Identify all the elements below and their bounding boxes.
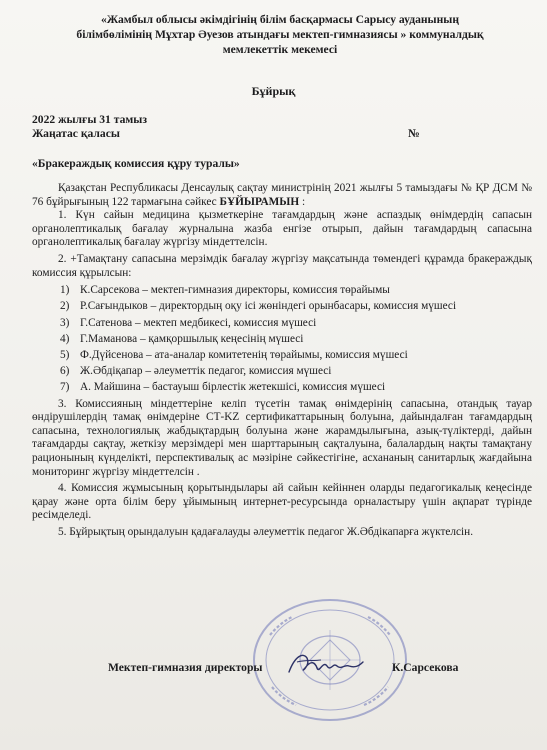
list-item-number: 2) xyxy=(60,300,70,313)
list-item-text: А. Майшина – бастауыш бірлестік жетекшісі, комиссия мүшесі xyxy=(80,381,386,394)
paragraph-4: 4. Комиссия жұмысының қорытындылары ай сайын кейіннен оларды педагогикалық кеңесінде қарау және орта білім беру ұйымының интернет-ресурсында орналастыру үшін ақпарат түрінде ресімделеді. xyxy=(32,482,532,522)
list-item xyxy=(60,331,532,347)
list-item xyxy=(60,347,532,363)
intro-colon: : xyxy=(299,195,306,208)
intro-text: Қазақстан Республикасы Денсаулық сақтау министрінің 2021 жылғы 5 тамыздағы № ҚР ДСМ № 76 бұйрығының 122 тармағына сәйкес xyxy=(32,182,532,208)
signer-name: К.Сарсекова xyxy=(392,661,459,674)
list-item xyxy=(60,298,532,314)
document-body xyxy=(32,182,532,540)
org-line-2: білімбөлімінің Мұхтар Әуезов атындағы мектеп-гимназиясы » коммуналдық xyxy=(76,28,484,41)
document-subject: «Бракераждық комиссия құру туралы» xyxy=(32,157,240,170)
org-line-1: «Жамбыл облысы әкімдігінің білім басқармасы Сарысу ауданының xyxy=(100,13,460,26)
document-date: 2022 жылғы 31 тамыз xyxy=(32,113,147,126)
paragraph-2: 2. +Тамақтану сапасына мерзімдік бағалау жүргізу мақсатында төмендегі құрамда бракераждық комиссия құрылсын: xyxy=(32,252,532,279)
document-city: Жаңатас қаласы xyxy=(32,127,120,140)
document-number: № xyxy=(408,127,420,140)
paragraph-3: 3. Комиссияның міндеттеріне келіп түсетін тамақ өнімдерінің сапасына, отандық тауар өндірушілердің тамақ өнімдеріне СТ-KZ сертификаттарының болуына, дайындалған тағамдардың сапасына, технологиялық жабдықтардың болуына және жарамдылығына, азық-түліктерді, дайын тағамдарды сақтау, жеткізу мерзімдері мен шарттарының сақталуына, балалардың нақты тамақтану рационының күнделікті, перспективалық ас мәзіріне сәйкестігіне, асхананың санитарлық жағдайына мониторинг жүргізу міндеттелсін . xyxy=(32,397,532,478)
list-item-text: Г.Сатенова – мектеп медбикесі, комиссия мүшесі xyxy=(80,316,317,329)
list-item-text: Г.Маманова – қамқоршылық кеңесінің мүшесі xyxy=(80,332,304,345)
paragraph-5: 5. Бұйрықтың орындалуын қадағалауды әлеуметтік педагог Ж.Әбдікапарға жүктелсін. xyxy=(58,525,474,538)
intro-paragraph xyxy=(32,182,532,209)
list-item-text: Ф.Дүйсенова – ата-аналар комитетенің төрайымы, комиссия мүшесі xyxy=(80,348,408,361)
document-title: Бұйрық xyxy=(251,84,296,98)
list-item-number: 7) xyxy=(60,381,70,394)
list-item xyxy=(60,363,532,379)
list-item-number: 3) xyxy=(60,316,70,329)
list-item-number: 4) xyxy=(60,332,70,345)
order-keyword: БҰЙЫРАМЫН xyxy=(219,195,300,208)
list-item-text: Р.Сағындыков – директордың оқу ісі жөніндегі орынбасары, комиссия мүшесі xyxy=(80,300,457,313)
paragraph-1: 1. Күн сайын медицина қызметкеріне тағамдардың және аспаздық өнімдердің сапасын органолептикалық бағалау журналына жазба енгізе отырып, дайын тағамдардың сапасына органолептикалық бағалау жүргізу міндеттелсін. xyxy=(32,209,532,249)
list-item-number: 1) xyxy=(60,284,70,297)
list-item-number: 5) xyxy=(60,348,70,361)
organization-header xyxy=(30,12,530,57)
list-item-text: Ж.Әбдіқапар – әлеуметтік педагог, комиссия мүшесі xyxy=(80,365,332,378)
org-line-3: мемлекеттік мекемесі xyxy=(222,43,338,56)
list-item xyxy=(60,315,532,331)
list-item-number: 6) xyxy=(60,365,70,378)
list-item-text: К.Сарсекова – мектеп-гимназия директоры, комиссия төрайымы xyxy=(80,284,390,297)
signature-icon xyxy=(285,648,365,680)
signer-position: Мектеп-гимназия директоры xyxy=(108,661,263,674)
list-item xyxy=(60,282,532,298)
commission-members-list xyxy=(60,282,532,395)
list-item xyxy=(60,379,532,395)
